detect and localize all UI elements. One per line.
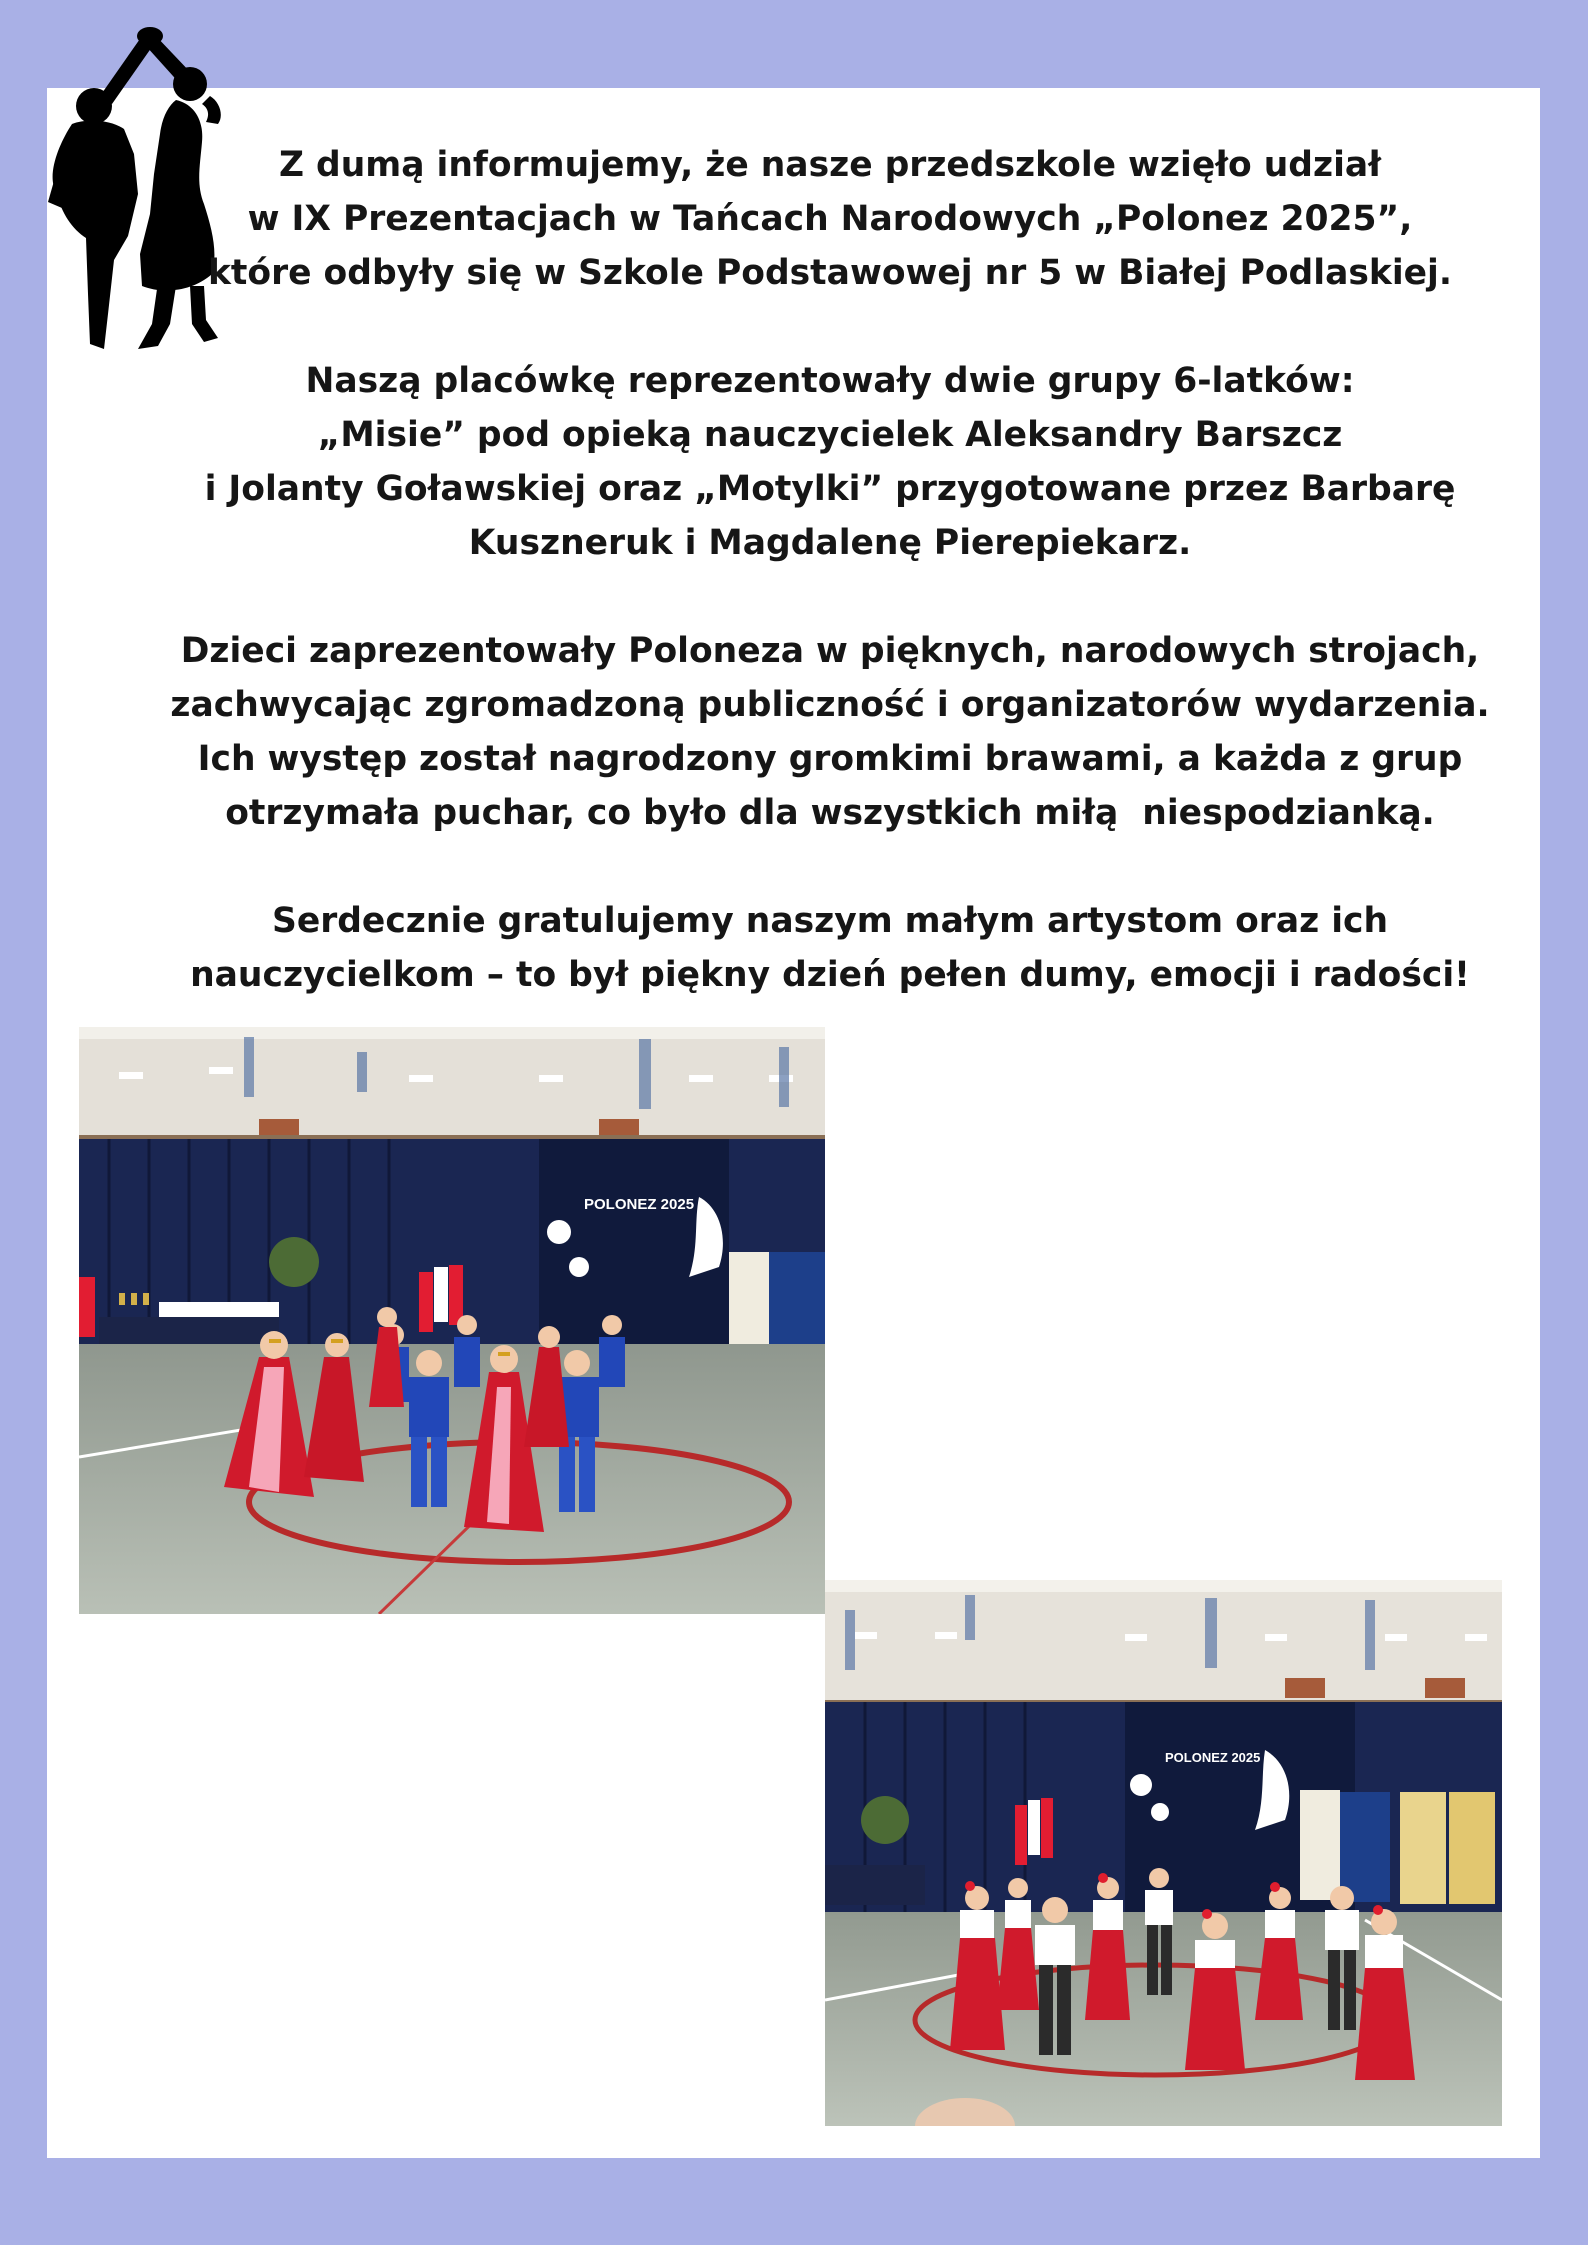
photo-misie-group [79,1027,825,1614]
text-line: i Jolanty Goławskiej oraz „Motylki” przygotowane przez Barbarę [204,469,1456,509]
announcement-text [130,138,1530,1002]
text-line: nauczycielkom – to był piękny dzień pełen dumy, emocji i radości! [190,955,1470,995]
text-line: w IX Prezentacjach w Tańcach Narodowych „Polonez 2025”, [247,199,1413,239]
banner-text: POLONEZ 2025 [1165,1750,1261,1765]
paragraph-congratulations [130,894,1530,1002]
text-line: zachwycając zgromadzoną publiczność i organizatorów wydarzenia. [170,685,1490,725]
paragraph-event [130,138,1530,300]
text-line: Kuszneruk i Magdalenę Pierepiekarz. [468,523,1192,563]
text-line: otrzymała puchar, co było dla wszystkich miłą niespodzianką. [225,793,1435,833]
text-line: Dzieci zaprezentowały Poloneza w pięknych, narodowych strojach, [180,631,1480,671]
paragraph-groups [130,354,1530,570]
paragraph-performance [130,624,1530,840]
text-line: „Misie” pod opieką nauczycielek Aleksandry Barszcz [317,415,1343,455]
photo-motylki-group [825,1580,1502,2126]
text-line: Ich występ został nagrodzony gromkimi brawami, a każda z grup [197,739,1463,779]
text-line: które odbyły się w Szkole Podstawowej nr 5 w Białej Podlaskiej. [207,253,1452,293]
text-line: Serdecznie gratulujemy naszym małym artystom oraz ich [271,901,1389,941]
text-line: Naszą placówkę reprezentowały dwie grupy 6-latków: [305,361,1355,401]
text-line: Z dumą informujemy, że nasze przedszkole wzięło udział [279,145,1381,185]
banner-text: POLONEZ 2025 [584,1196,695,1213]
